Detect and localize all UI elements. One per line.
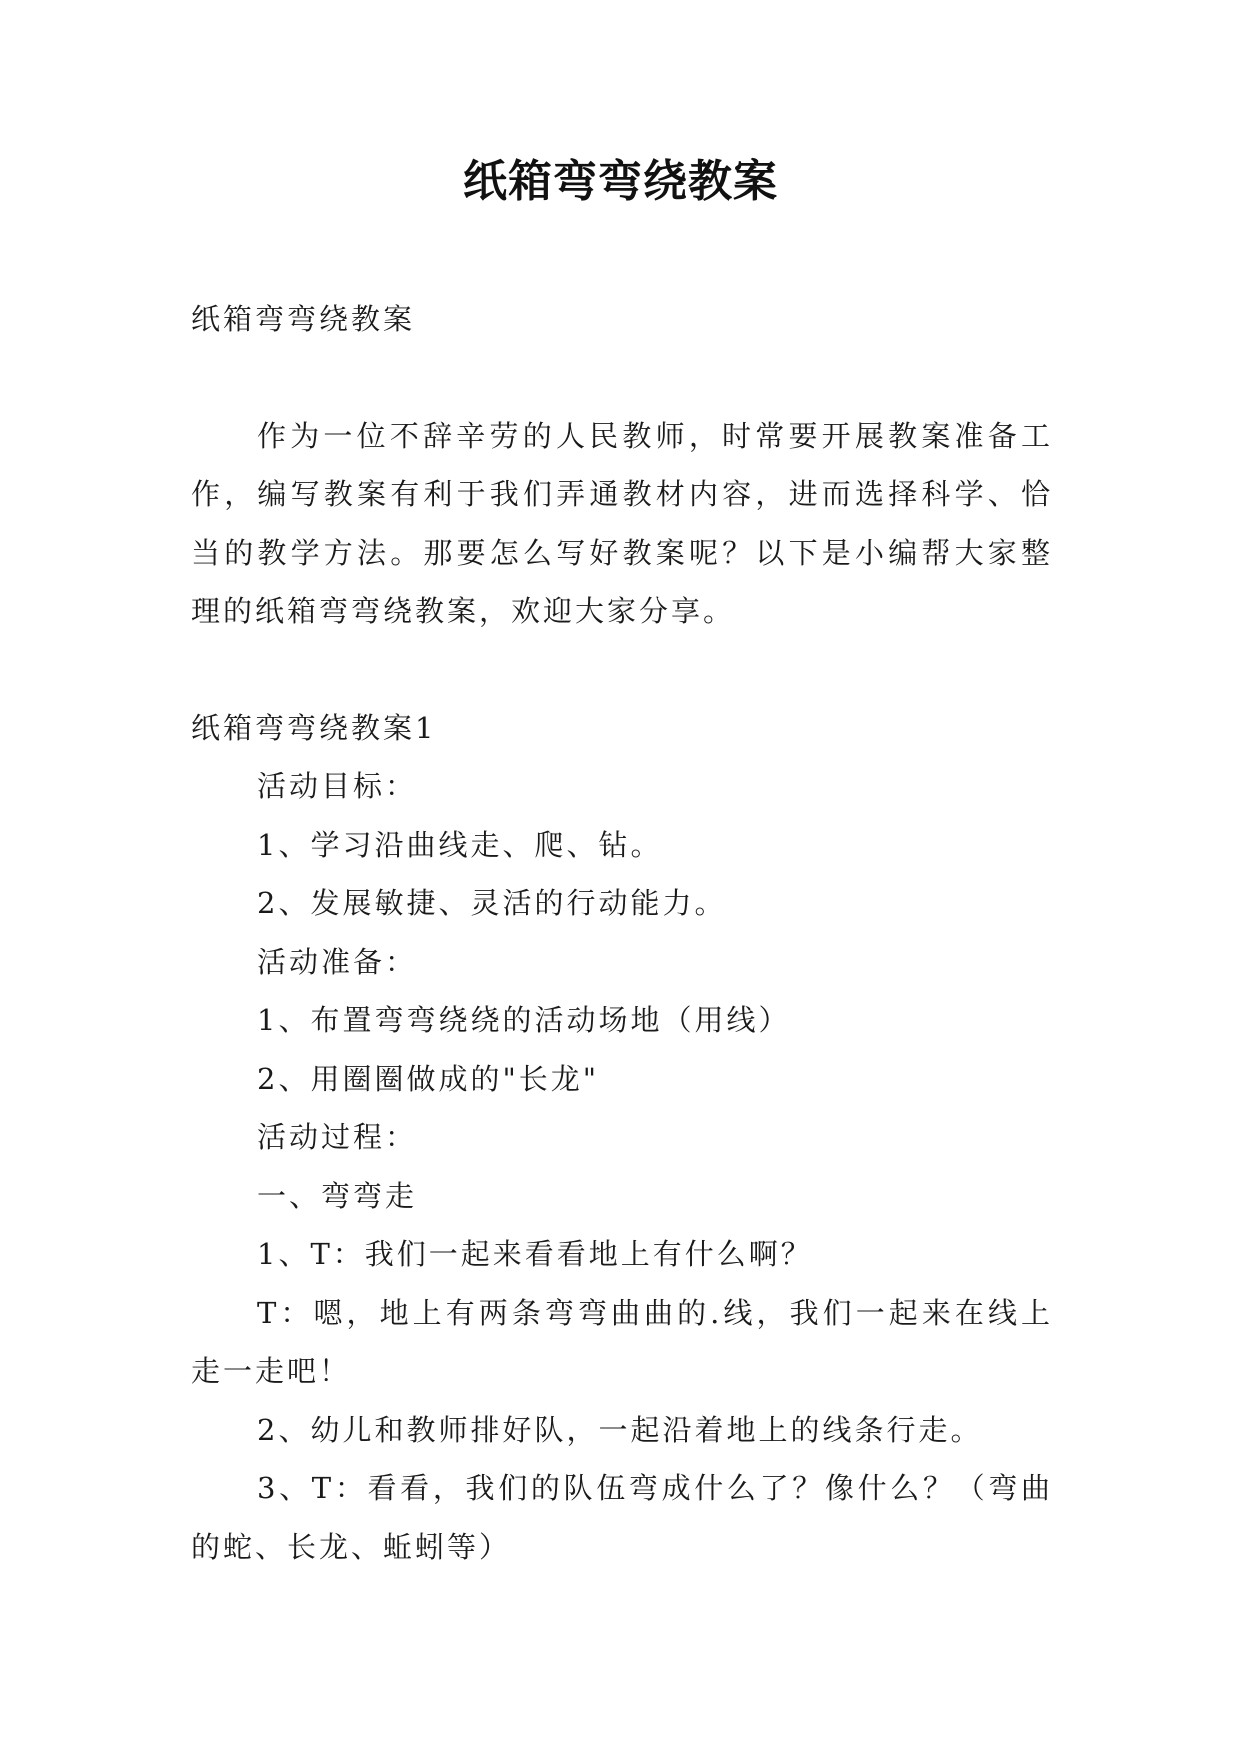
page-title: 纸箱弯弯绕教案 [463,156,778,207]
body-line: 活动过程： [257,1120,418,1154]
document-body [191,290,1053,1576]
section-heading: 纸箱弯弯绕教案1 [191,710,437,745]
body-line: 一、弯弯走 [257,1178,418,1213]
body-line: 2、用圈圈做成的"长龙" [257,1061,600,1096]
body-line: 1、学习沿曲线走、爬、钻。 [257,827,663,862]
body-line: 1、T：我们一起来看看地上有什么啊？ [257,1237,813,1271]
body-line: 1、布置弯弯绕绕的活动场地（用线） [257,1003,791,1037]
body-line: 活动准备： [257,944,418,979]
intro-paragraph: 作为一位不辞辛劳的人民教师，时常要开展教案准备工作，编写教案有利于我们弄通教材内容，进而选择科学、恰当的教学方法。那要怎么写好教案呢？以下是小编帮大家整理的纸箱弯弯绕教案，欢迎大家分享。 [191,418,1053,628]
spacer [191,641,1053,699]
body-line: 活动目标： [257,769,418,803]
spacer [191,349,1053,407]
body-line: 3、T：看看，我们的队伍弯成什么了？像什么？（弯曲的蛇、长龙、蚯蚓等） [191,1471,1053,1564]
body-line: 2、发展敏捷、灵活的行动能力。 [257,886,727,920]
body-line: 2、幼儿和教师排好队，一起沿着地上的线条行走。 [257,1412,983,1447]
document-subtitle: 纸箱弯弯绕教案 [191,302,416,336]
body-line: T：嗯，地上有两条弯弯曲曲的.线，我们一起来在线上走一走吧！ [191,1295,1053,1388]
